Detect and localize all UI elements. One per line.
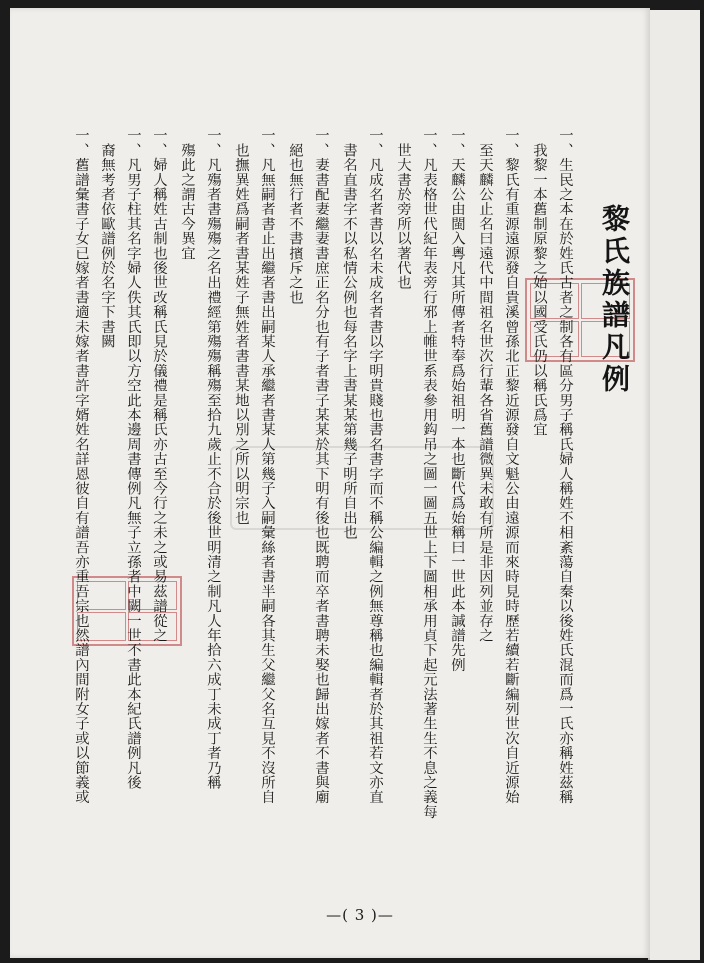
text-column: 一、凡殤者書殤殤之名出禮經第殤殤稱殤至拾九歲止不合於後世明清之制凡人年拾六成丁未成丁者乃稱 [205, 128, 221, 790]
text-column: 裔無考者依歐譜例於名字下書闕 [99, 128, 115, 349]
text-column: 一、妻書配妻繼妻書庶正名分也有子者書子某某於其下明有後也既聘而卒者書聘未娶也歸出嫁者不書與廟 [313, 128, 329, 805]
text-column: 書名直書字不以私情公例也每名字上書某某第幾子明所自出也 [341, 128, 357, 540]
text-column: 我黎一本舊制原黎之始以國受氏仍以稱氏爲宜 [531, 128, 547, 437]
text-column: 一、天麟公由閩入粵凡其所傳者特奉爲始祖明一本也斷代爲始稱曰一世此本諴譜先例 [449, 128, 465, 672]
text-column: 一、婦人稱姓古制也後世改稱氏見於儀禮是稱氏亦古至今行之未之或易茲譜從之 [151, 128, 167, 643]
page-number: —( 3 )— [326, 906, 394, 924]
text-column: 殤此之謂古今異宜 [179, 128, 195, 261]
text-column: 一、凡男子柱其名字婦人佚其氏即以方空此本邊周書傳例凡無子立孫者中闕一世不書此本紀氏譜例凡後 [125, 128, 141, 790]
text-column: 一、凡表格世代紀年表旁行邪上帷世系表參用鈎吊之圖一圖五世上下圖相承用貞下起元法著生生不息之義每 [421, 128, 437, 819]
text-column: 一、黎氏有重源遠源發自貴溪曾孫北正黎近源發自文魁公由遠源而來時見時歷若續若斷編列世次自近源始 [503, 128, 519, 805]
text-column: 一、凡成名者書以名未成名者書以字明貴賤也書名書字而不稱公編輯之例無尊稱也編輯者於其祖若文亦直 [367, 128, 383, 805]
text-column: 世大書於旁所以著代也 [395, 128, 411, 290]
document-page [10, 8, 650, 958]
adjacent-page-edge [648, 10, 700, 960]
text-column: 至天麟公止名曰遠代中間祖名世次行輩各省舊譜微異未敢有所是非因列並存之 [477, 128, 493, 643]
page-title: 黎氏族譜凡例 [598, 204, 631, 396]
text-column: 一、生民之本在於姓氏古者之制各有區分男子稱氏婦人稱姓不相紊蕩自秦以後姓氏混而爲一氏亦稱姓茲稱 [557, 128, 573, 805]
text-column: 一、舊譜彙書子女已嫁者書適未嫁者書許字婿姓名詳恩彼自有譜吾亦重吾宗也然譜內間附女子或以節義或 [73, 128, 89, 805]
text-column: 也撫異姓爲嗣者書某姓子無姓者書書某地以別之所以明宗也 [233, 128, 249, 525]
text-column: 絕也無行者不書擯斥之也 [287, 128, 303, 305]
text-column: 一、凡無嗣者書止出繼者書出嗣某人承繼者書某人第幾子入嗣彙絲者書半嗣各其生父繼父名互見不沒所自 [259, 128, 275, 805]
